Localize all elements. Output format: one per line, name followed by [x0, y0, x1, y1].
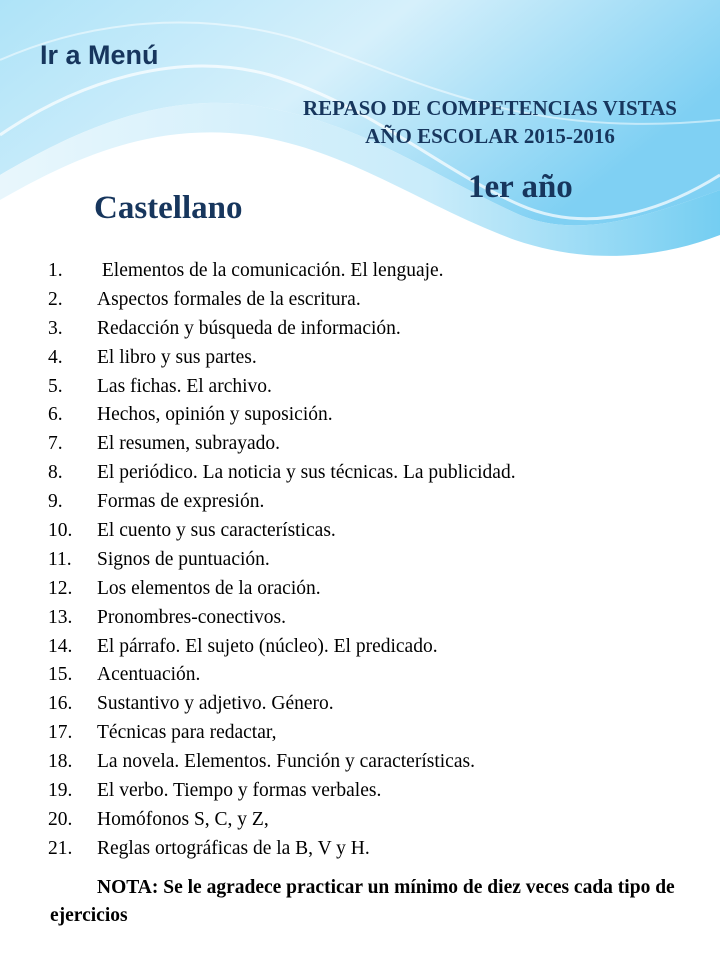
topic-text: Técnicas para redactar, — [97, 722, 277, 744]
topic-item — [48, 401, 516, 430]
note-text: Se le agradece practicar un mínimo de diez veces cada tipo de ejercicios — [50, 877, 675, 926]
topic-text: Signos de puntuación. — [97, 548, 270, 570]
topic-item — [48, 286, 516, 315]
topic-item — [48, 373, 516, 402]
year-label: 1er año — [468, 169, 573, 205]
topic-number: 11. — [48, 548, 72, 570]
topic-text: La novela. Elementos. Función y características. — [97, 751, 475, 773]
topic-text: El libro y sus partes. — [97, 346, 257, 368]
topic-number: 1. — [48, 260, 63, 281]
topic-item — [48, 430, 516, 459]
topic-number: 19. — [48, 780, 73, 802]
topic-text: Los elementos de la oración. — [97, 577, 321, 599]
topic-text: Elementos de la comunicación. El lenguaje. — [97, 260, 444, 281]
topic-number: 13. — [48, 606, 73, 628]
topic-text: El verbo. Tiempo y formas verbales. — [97, 780, 382, 802]
topic-number: 9. — [48, 491, 63, 513]
topic-item — [48, 546, 516, 575]
topic-number: 12. — [48, 577, 73, 599]
topic-number: 16. — [48, 693, 73, 715]
topic-item — [48, 633, 516, 662]
topic-number: 3. — [48, 317, 63, 339]
topic-text: El periódico. La noticia y sus técnicas. La publicidad. — [97, 462, 516, 484]
topic-text: Pronombres-conectivos. — [97, 606, 287, 628]
topic-item — [48, 517, 516, 546]
topic-number: 10. — [48, 520, 73, 542]
note-label: NOTA: — [97, 877, 159, 898]
topic-text: Hechos, opinión y suposición. — [97, 404, 333, 426]
topic-number: 15. — [48, 664, 73, 686]
header-title-line2: AÑO ESCOLAR 2015-2016 — [365, 124, 615, 148]
topic-text: El párrafo. El sujeto (núcleo). El predicado. — [97, 635, 438, 657]
topic-item — [48, 575, 516, 604]
topic-item — [48, 806, 516, 835]
topic-item — [48, 315, 516, 344]
topic-item — [48, 257, 516, 286]
topic-item — [48, 344, 516, 373]
topic-item — [48, 835, 516, 864]
topic-text: Sustantivo y adjetivo. Género. — [97, 693, 334, 715]
topic-text: Homófonos S, C, y Z, — [97, 808, 269, 830]
topic-text: Formas de expresión. — [97, 491, 265, 513]
topic-item — [48, 459, 516, 488]
topic-number: 6. — [48, 404, 63, 426]
topic-text: El resumen, subrayado. — [97, 433, 281, 455]
topic-item — [48, 604, 516, 633]
topic-item — [48, 719, 516, 748]
subject-title: Castellano — [94, 190, 243, 226]
topic-text: El cuento y sus características. — [97, 520, 336, 542]
topic-item — [48, 690, 516, 719]
topic-item — [48, 777, 516, 806]
topic-number: 8. — [48, 462, 63, 484]
topic-text: Reglas ortográficas de la B, V y H. — [97, 837, 370, 859]
topic-item — [48, 488, 516, 517]
topic-number: 21. — [48, 837, 73, 859]
topic-item — [48, 748, 516, 777]
topic-number: 5. — [48, 375, 63, 397]
topic-text: Aspectos formales de la escritura. — [97, 288, 361, 310]
topic-number: 7. — [48, 433, 63, 455]
topic-number: 4. — [48, 346, 63, 368]
topic-text: Acentuación. — [97, 664, 201, 686]
topic-number: 18. — [48, 751, 73, 773]
header-title-line1: REPASO DE COMPETENCIAS VISTAS — [303, 96, 677, 120]
topic-number: 2. — [48, 288, 63, 310]
topics-list — [48, 257, 516, 864]
topic-item — [48, 661, 516, 690]
topic-text: Las fichas. El archivo. — [97, 375, 272, 397]
topic-text: Redacción y búsqueda de información. — [97, 317, 401, 339]
document-header — [270, 94, 710, 150]
topic-number: 20. — [48, 808, 73, 830]
topic-number: 14. — [48, 635, 73, 657]
menu-link[interactable]: Ir a Menú — [40, 40, 159, 70]
practice-note — [50, 874, 690, 930]
topic-number: 17. — [48, 722, 73, 744]
